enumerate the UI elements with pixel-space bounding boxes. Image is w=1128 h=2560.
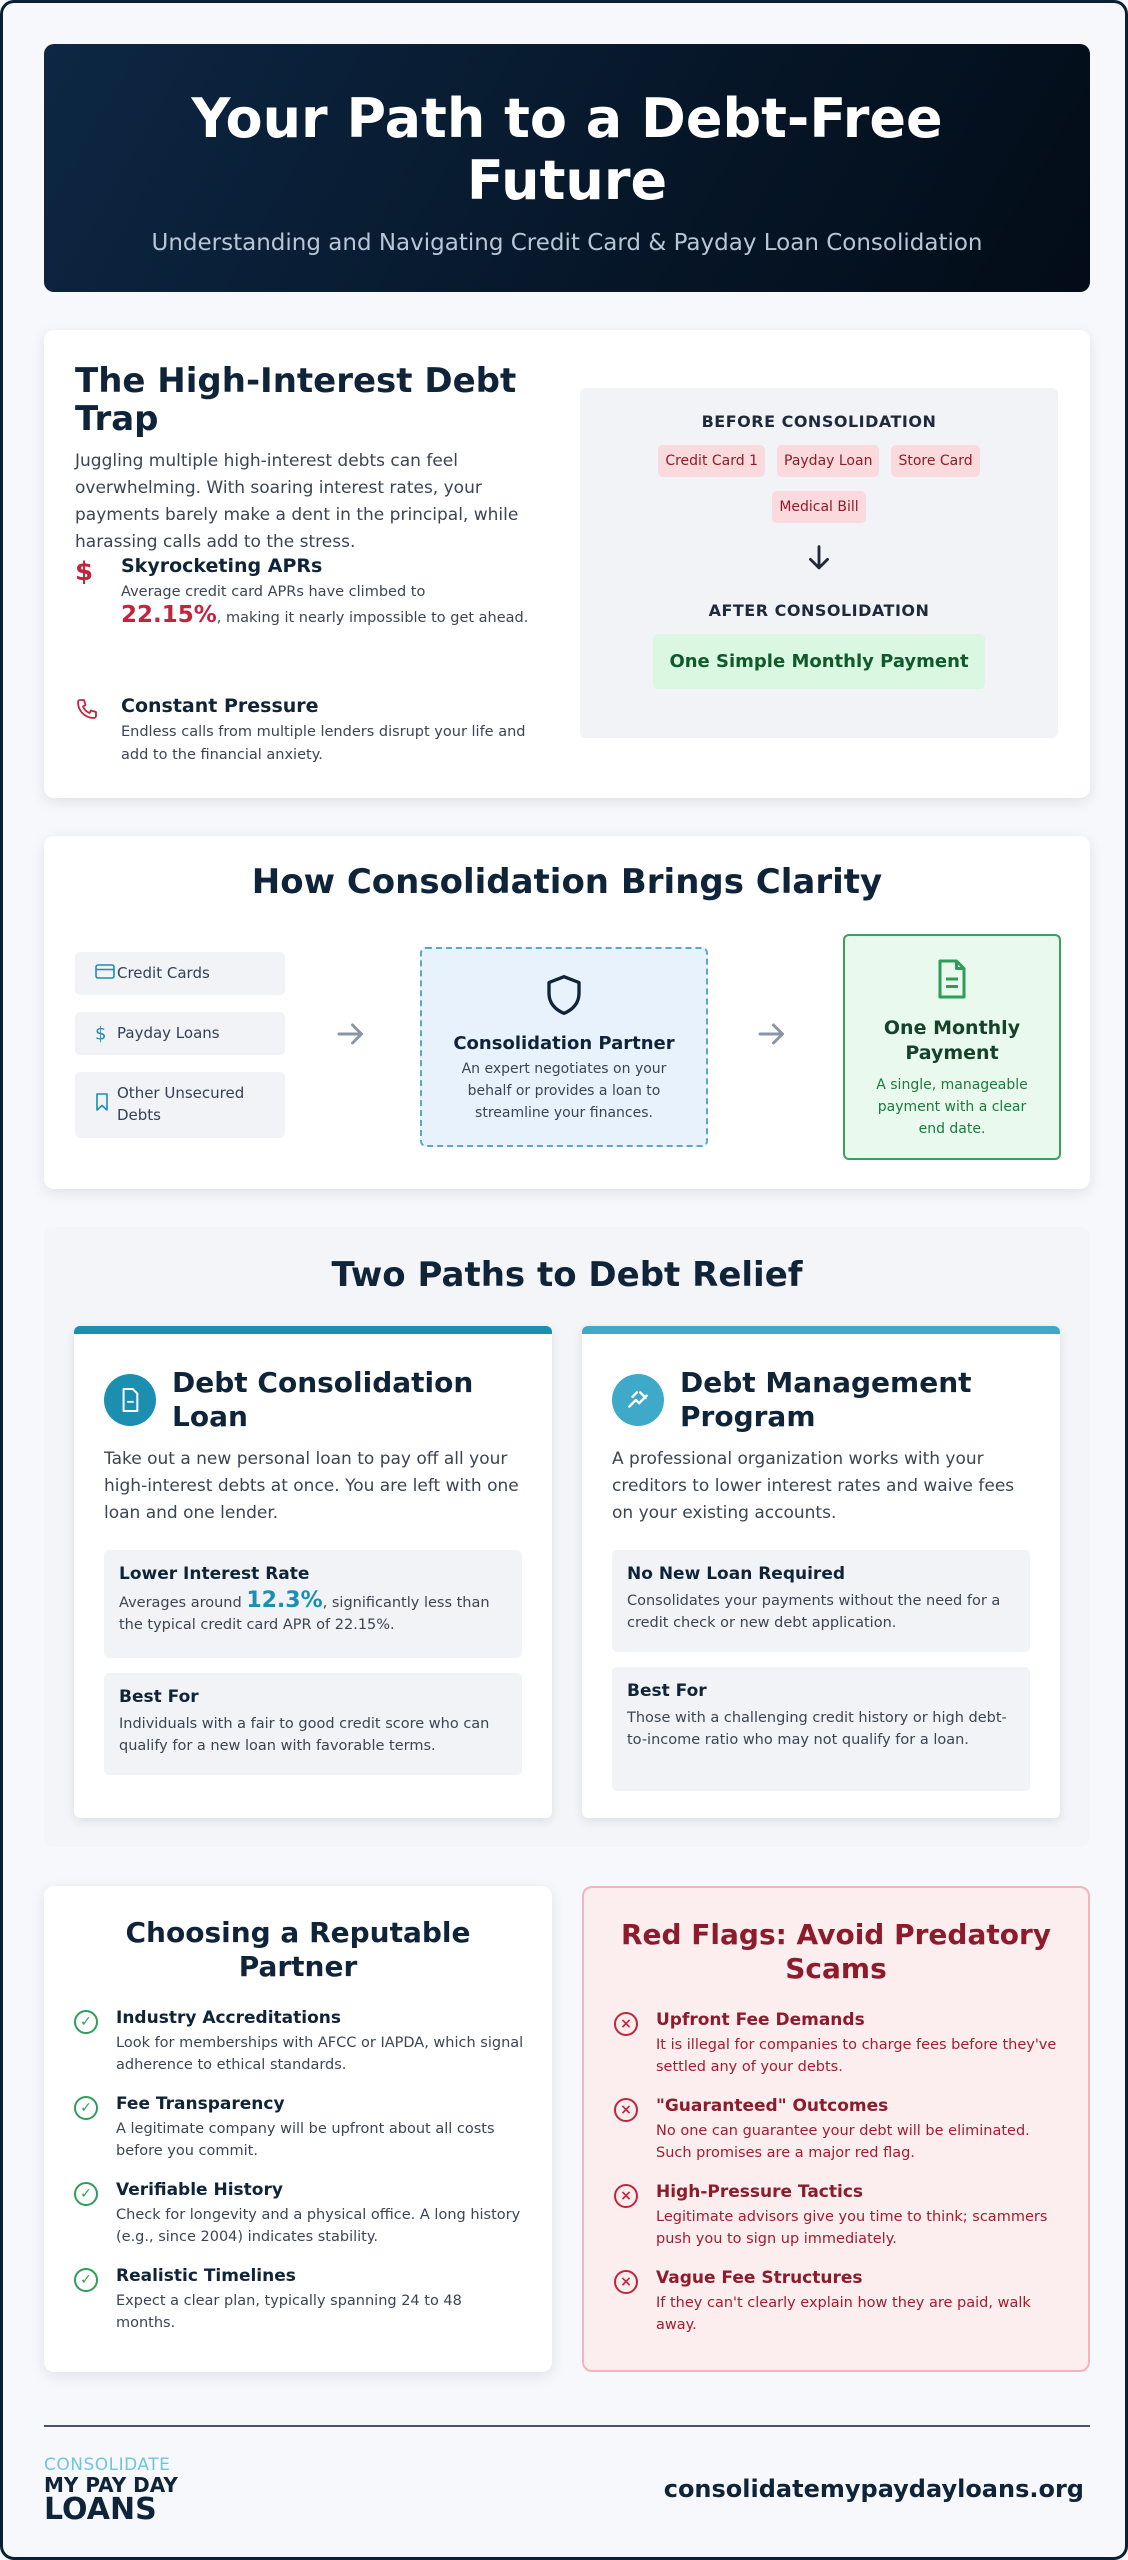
apr-text (121, 581, 545, 630)
reputable-partner-section (44, 1886, 552, 2372)
dollar-icon: $ (75, 557, 94, 587)
partner-text: An expert negotiates on your behalf or provides a loan to streamline your finances. (461, 1061, 667, 1121)
after-value: One Simple Monthly Payment (653, 634, 984, 689)
item-text: No one can guarantee your debt will be eliminated. Such promises are a major red flag. (656, 2123, 1030, 2161)
check-circle-icon: ✓ (74, 2096, 98, 2120)
debt-pill: Credit Card 1 (658, 445, 765, 477)
section-lead: Juggling multiple high-interest debts can feel overwhelming. With soaring interest rates, your payments barely make a dent in the principal, while harassing calls add to the stress. (75, 451, 519, 552)
debt-pill-row (580, 445, 1058, 477)
list-item (74, 2008, 524, 2076)
item-title: High-Pressure Tactics (656, 2182, 864, 2202)
box-text: Those with a challenging credit history or high debt-to-income ratio who may not qualify for a loan. (627, 1710, 1007, 1748)
pressure-item (75, 695, 545, 767)
x-circle-icon: × (614, 2012, 638, 2036)
footer-divider (44, 2425, 1090, 2427)
section-title: How Consolidation Brings Clarity (251, 862, 883, 902)
lower-rate-box (104, 1550, 522, 1658)
list-item (74, 2266, 524, 2334)
item-title: Realistic Timelines (116, 2266, 296, 2286)
before-label: BEFORE CONSOLIDATION (701, 412, 937, 431)
card-title: Debt Consolidation Loan (172, 1366, 474, 1433)
box-text-post: , significantly less than the typical credit card APR of 22.15%. (119, 1595, 490, 1633)
debt-pill: Store Card (891, 445, 979, 477)
item-text: It is illegal for companies to charge fees before they've settled any of your debts. (656, 2037, 1057, 2075)
shield-icon (422, 973, 706, 1021)
box-text (119, 1590, 507, 1636)
list-item (74, 2180, 524, 2248)
page-subtitle: Understanding and Navigating Credit Card & Payday Loan Consolidation (151, 230, 983, 256)
best-for-box (612, 1667, 1030, 1791)
item-title: Verifiable History (116, 2180, 283, 2200)
check-circle-icon: ✓ (74, 2268, 98, 2292)
one-monthly-payment-box (843, 934, 1061, 1160)
box-text-pre: Averages around (119, 1595, 242, 1611)
list-item (614, 2182, 1064, 2250)
check-circle-icon: ✓ (74, 2182, 98, 2206)
section-title: Red Flags: Avoid Predatory Scams (620, 1918, 1052, 1985)
document-icon (104, 1374, 156, 1426)
brand-logo[interactable] (44, 2455, 204, 2525)
logo-line: CONSOLIDATE (44, 2455, 171, 2475)
debt-management-card (582, 1326, 1060, 1818)
item-title: Industry Accreditations (116, 2008, 342, 2028)
item-text: If they can't clearly explain how they are paid, walk away. (656, 2295, 1031, 2333)
result-text: A single, manageable payment with a clear end date. (876, 1077, 1028, 1137)
page-title: Your Path to a Debt-Free Future (191, 87, 943, 212)
item-text: Legitimate advisors give you time to think; scammers push you to sign up immediately. (656, 2209, 1048, 2247)
handshake-icon (612, 1374, 664, 1426)
box-title: No New Loan Required (627, 1564, 846, 1584)
list-item (614, 2010, 1064, 2078)
card-desc: Take out a new personal loan to pay off all your high-interest debts at once. You are left with one loan and one lender. (104, 1449, 519, 1523)
apr-item (75, 555, 545, 630)
debt-tag-label: Other Unsecured Debts (117, 1084, 245, 1124)
no-new-loan-box (612, 1550, 1030, 1652)
section-title: Choosing a Reputable Partner (125, 1916, 471, 1983)
item-text: Expect a clear plan, typically spanning 24 to 48 months. (116, 2293, 462, 2331)
red-flags-section (582, 1886, 1090, 2372)
item-title: Fee Transparency (116, 2094, 285, 2114)
debt-pill: Medical Bill (772, 491, 865, 523)
apr-text-pre: Average credit card APRs have climbed to (121, 584, 426, 600)
item-title: Vague Fee Structures (656, 2268, 863, 2288)
box-title: Best For (627, 1681, 707, 1701)
credit-card-icon (95, 952, 115, 995)
apr-title: Skyrocketing APRs (121, 555, 323, 577)
document-icon (845, 958, 1059, 1004)
after-label: AFTER CONSOLIDATION (708, 601, 930, 620)
bookmark-icon (95, 1093, 109, 1117)
debt-tag-credit-cards (75, 952, 285, 995)
pressure-text: Endless calls from multiple lenders disrupt your life and add to the financial anxiety. (121, 724, 526, 763)
arrow-right-icon (754, 1016, 790, 1061)
card-title: Debt Management Program (680, 1366, 972, 1433)
item-title: Upfront Fee Demands (656, 2010, 865, 2030)
box-title: Lower Interest Rate (119, 1564, 310, 1584)
phone-icon (75, 697, 99, 725)
box-title: Best For (119, 1687, 199, 1707)
check-circle-icon: ✓ (74, 2010, 98, 2034)
list-item (614, 2268, 1064, 2336)
x-circle-icon: × (614, 2098, 638, 2122)
item-text: A legitimate company will be upfront about all costs before you commit. (116, 2121, 495, 2159)
x-circle-icon: × (614, 2270, 638, 2294)
result-title: One Monthly Payment (883, 1017, 1021, 1064)
debt-pill-row (580, 491, 1058, 523)
apr-value: 22.15% (121, 602, 217, 628)
logo-line: MY PAY DAY (44, 2473, 178, 2497)
item-text: Look for memberships with AFCC or IAPDA, which signal adherence to ethical standards. (116, 2035, 524, 2073)
arrow-down-icon (580, 541, 1058, 579)
dollar-icon: $ (95, 1023, 107, 1044)
consolidation-loan-card (74, 1326, 552, 1818)
consolidation-partner-box (420, 947, 708, 1147)
item-text: Check for longevity and a physical office. A long history (e.g., since 2004) indicates stability. (116, 2207, 521, 2245)
rate-value: 12.3% (246, 1588, 323, 1613)
list-item (614, 2096, 1064, 2164)
debt-tag-label: Credit Cards (117, 964, 210, 982)
partner-title: Consolidation Partner (453, 1033, 675, 1054)
debt-trap-section (44, 330, 1090, 798)
clarity-section (44, 836, 1090, 1189)
list-item (74, 2094, 524, 2162)
hero-banner (44, 44, 1090, 292)
item-title: "Guaranteed" Outcomes (656, 2096, 889, 2116)
debt-tag-payday-loans (75, 1012, 285, 1055)
section-title: Two Paths to Debt Relief (331, 1255, 803, 1295)
before-after-panel (580, 388, 1058, 738)
logo-line: LOANS (44, 2492, 157, 2527)
debt-tag-label: Payday Loans (117, 1024, 220, 1042)
debt-pill: Payday Loan (777, 445, 879, 477)
website-link[interactable]: consolidatemypaydayloans.org (663, 2475, 1084, 2503)
apr-text-post: , making it nearly impossible to get ahead. (216, 610, 529, 626)
arrow-right-icon (333, 1016, 369, 1061)
section-title: The High-Interest Debt Trap (75, 361, 517, 439)
x-circle-icon: × (614, 2184, 638, 2208)
box-text: Individuals with a fair to good credit score who can qualify for a new loan with favorable terms. (119, 1716, 490, 1754)
best-for-box (104, 1673, 522, 1775)
debt-tag-other (75, 1072, 285, 1138)
pressure-title: Constant Pressure (121, 695, 319, 717)
box-text: Consolidates your payments without the need for a credit check or new debt application. (627, 1593, 1001, 1631)
card-desc: A professional organization works with your creditors to lower interest rates and waive fees on your existing accounts. (612, 1449, 1015, 1523)
